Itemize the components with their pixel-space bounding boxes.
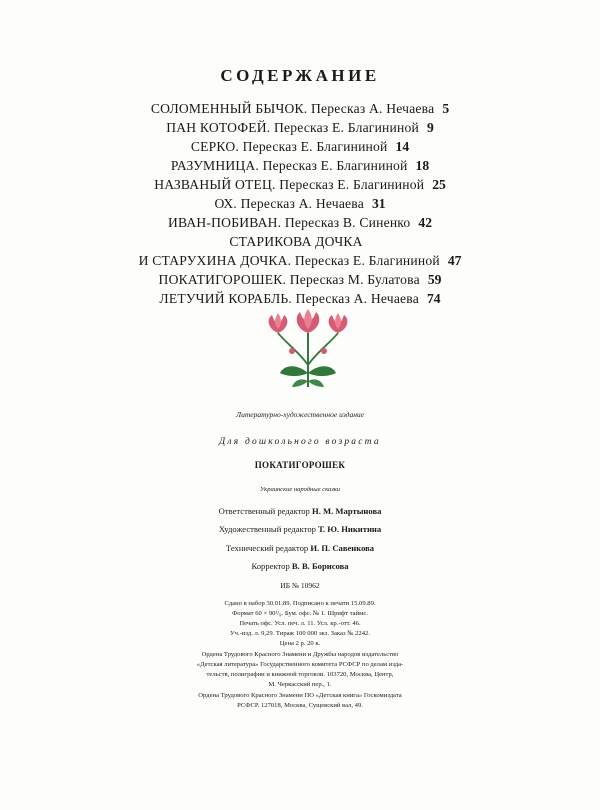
toc-entry [0, 101, 600, 117]
toc-entry-page: 47 [447, 253, 462, 268]
toc-entry [0, 139, 600, 155]
imprint-line: Цена 2 р. 20 к. [279, 640, 321, 647]
credit-role: Корректор [251, 561, 290, 571]
credit-person: Н. М. Мартынова [312, 506, 382, 516]
credit-role: Художественный редактор [218, 524, 316, 534]
toc-entry [0, 253, 600, 269]
imprint-line: М. Черкасский пер., 1. [268, 681, 332, 688]
toc-entry-page: 14 [395, 139, 410, 154]
credit-line [0, 506, 600, 516]
toc-entry-title: И СТАРУХИНА ДОЧКА. Пересказ Е. Благининой [138, 253, 440, 268]
toc-entry-title: СОЛОМЕННЫЙ БЫЧОК. Пересказ А. Нечаева [150, 101, 435, 116]
imprint-line: Уч.-изд. л. 9,29. Тираж 100 000 экз. Заказ № 2242. [230, 630, 370, 637]
credit-line [0, 524, 600, 534]
toc-entry-page: 9 [426, 120, 434, 135]
toc-entry-page: 59 [427, 272, 442, 287]
toc-entry-page: 42 [418, 215, 433, 230]
flower-ornament-icon [262, 307, 354, 391]
toc-entry-title: НАЗВАНЫЙ ОТЕЦ. Пересказ Е. Благининой [154, 177, 425, 192]
imprint-line: Ордена Трудового Красного Знамени и Дружбы народов издательство [201, 651, 399, 658]
toc-entry [0, 196, 600, 212]
toc-entry [0, 291, 600, 307]
toc-entry-page: 74 [426, 291, 441, 306]
toc-entry-page: 5 [442, 101, 450, 116]
toc-entry-page: 31 [371, 196, 386, 211]
toc-entry-page: 18 [415, 158, 430, 173]
book-subtitle: Украинские народные сказки [259, 486, 341, 493]
credit-line [0, 543, 600, 553]
credit-line [0, 561, 600, 571]
toc-entry [0, 272, 600, 288]
toc-entry-title: ПОКАТИГОРОШЕК. Пересказ М. Булатова [158, 272, 420, 287]
credit-person: Т. Ю. Никитина [318, 524, 382, 534]
age-group: Для дошкольного возраста [219, 437, 381, 447]
contents-heading: СОДЕРЖАНИЕ [220, 66, 380, 85]
imprint-line: РСФСР. 127018, Москва, Сущевский вал, 49. [237, 702, 363, 709]
imprint-line: Ордена Трудового Красного Знамени ПО «Детская книга» Госкомиздата [198, 692, 402, 699]
book-title: ПОКАТИГОРОШЕК [254, 460, 346, 470]
ib-number: ИБ № 10962 [280, 581, 320, 590]
toc-entry-page: 25 [432, 177, 446, 192]
toc-entry [0, 234, 600, 250]
toc-entry [0, 158, 600, 174]
credit-role: Технический редактор [225, 543, 309, 553]
toc-entry [0, 215, 600, 231]
toc-entry-title: ИВАН-ПОБИВАН. Пересказ В. Синенко [167, 215, 411, 230]
imprint-line: «Детская литература» Государственного комитета РСФСР по делам изда- [196, 661, 404, 668]
toc-entry [0, 120, 600, 136]
toc-entry-title: СЕРКО. Пересказ Е. Благининой [190, 139, 388, 154]
credit-role: Ответственный редактор [218, 506, 310, 516]
imprint-line: тельств, полиграфии и книжной торговли. 103720, Москва, Центр, [206, 671, 394, 678]
toc-entry-title: ЛЕТУЧИЙ КОРАБЛЬ. Пересказ А. Нечаева [159, 291, 419, 306]
toc-entry-title: ОХ. Пересказ А. Нечаева [214, 196, 364, 211]
edition-type: Литературно-художественное издание [236, 410, 364, 419]
imprint-line: Печать офс. Усл. печ. л. 11. Усл. кр.-отт. 46. [239, 620, 361, 627]
imprint-line: Формат 60 × 90¹/₈. Бум. офс. № 1. Шрифт таймс. [232, 610, 368, 617]
toc-entry-title: СТАРИКОВА ДОЧКА [229, 234, 363, 249]
toc-entry-title: ПАН КОТОФЕЙ. Пересказ Е. Благининой [166, 120, 419, 135]
toc-entry-title: РАЗУМНИЦА. Пересказ Е. Благининой [170, 158, 408, 173]
credit-person: И. П. Савенкова [310, 543, 375, 553]
toc-entry [0, 177, 600, 193]
credit-person: В. В. Борисова [291, 561, 349, 571]
imprint-line: Сдано в набор 30.01.89. Подписано к печати 15.09.89. [224, 600, 376, 607]
